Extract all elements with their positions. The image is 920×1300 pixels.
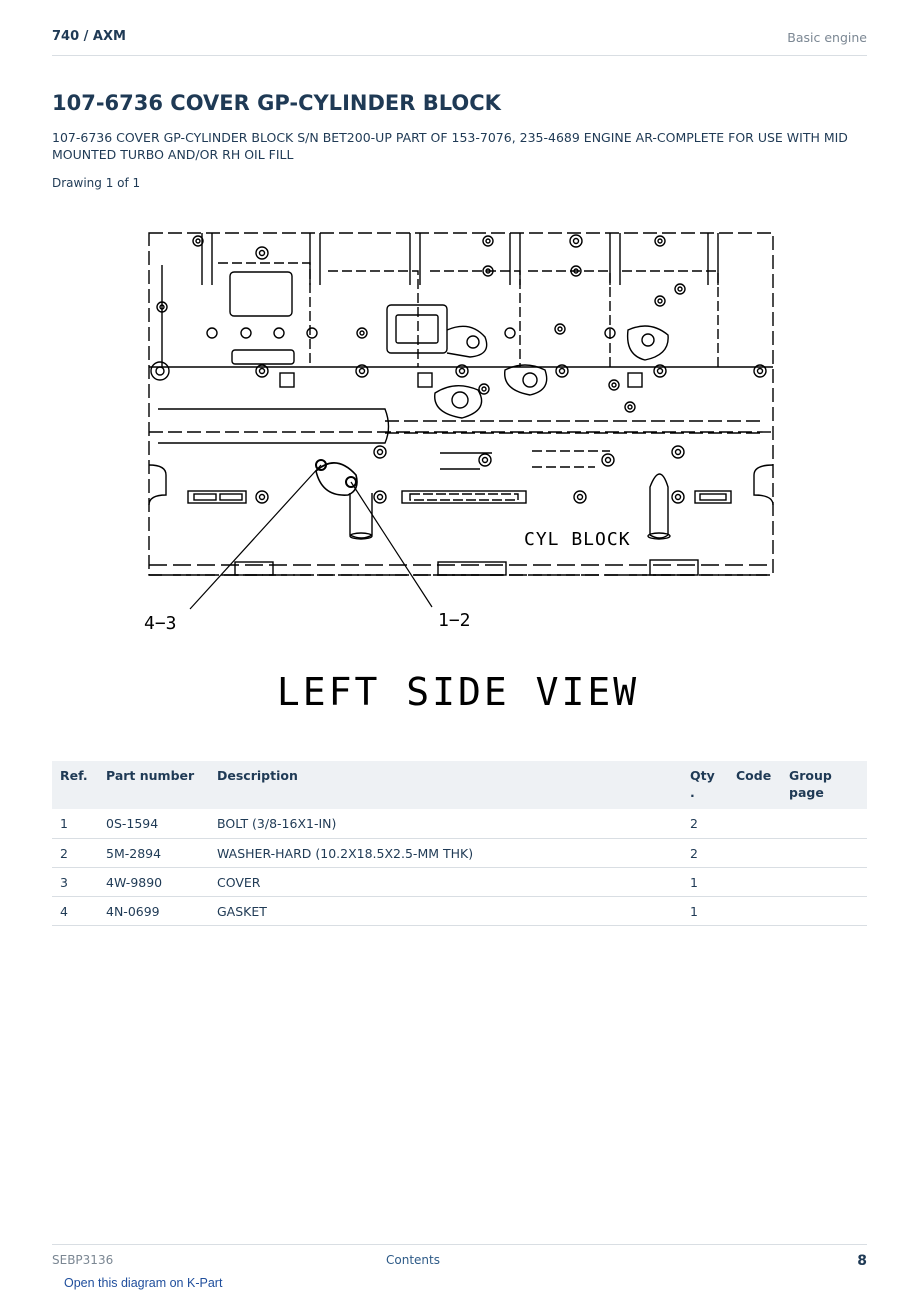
col-qty: Qty . xyxy=(682,761,728,809)
callout-left: 4−3 xyxy=(144,613,177,634)
drawing-count: Drawing 1 of 1 xyxy=(52,176,141,190)
upper-compartments xyxy=(162,233,718,367)
table-row xyxy=(52,838,867,867)
row-description: COVER xyxy=(209,867,682,896)
bosses xyxy=(435,326,668,418)
cover-highlight xyxy=(316,460,357,495)
row-code xyxy=(728,896,781,925)
view-caption: LEFT SIDE VIEW xyxy=(276,670,640,714)
row-ref: 1 xyxy=(52,809,98,838)
table-row xyxy=(52,867,867,896)
table-row xyxy=(52,809,867,838)
col-group-page: Group page xyxy=(781,761,867,809)
col-ref: Ref. xyxy=(52,761,98,809)
leader-line-left xyxy=(190,465,321,609)
col-description: Description xyxy=(209,761,682,809)
row-code xyxy=(728,838,781,867)
block-label: CYL BLOCK xyxy=(524,529,631,550)
row-ref: 2 xyxy=(52,838,98,867)
row-description: GASKET xyxy=(209,896,682,925)
table-header-row xyxy=(52,761,867,809)
row-part-number: 0S-1594 xyxy=(98,809,209,838)
kpart-link[interactable]: Open this diagram on K-Part xyxy=(64,1276,223,1290)
page-description: 107-6736 COVER GP-CYLINDER BLOCK S/N BET200-UP PART OF 153-7076, 235-4689 ENGINE AR-COMPLETE FOR USE WITH MID MOUNTED TURBO AND/OR RH OIL FILL xyxy=(52,130,848,162)
page-number: 8 xyxy=(857,1253,867,1269)
row-qty: 1 xyxy=(682,867,728,896)
cover-plate xyxy=(387,305,487,357)
row-group-page xyxy=(781,838,867,867)
doc-number: SEBP3136 xyxy=(52,1253,114,1267)
row-group-page xyxy=(781,867,867,896)
row-qty: 2 xyxy=(682,809,728,838)
row-group-page xyxy=(781,896,867,925)
parts-table xyxy=(52,761,867,926)
row-description: WASHER-HARD (10.2X18.5X2.5-MM THK) xyxy=(209,838,682,867)
col-code: Code xyxy=(728,761,781,809)
parts-diagram xyxy=(140,225,780,725)
breadcrumb: 740 / AXM xyxy=(52,29,126,44)
oil-gallery xyxy=(158,409,765,443)
row-part-number: 5M-2894 xyxy=(98,838,209,867)
section-name: Basic engine xyxy=(787,30,867,45)
col-part-number: Part number xyxy=(98,761,209,809)
page-title: 107-6736 COVER GP-CYLINDER BLOCK xyxy=(52,91,501,115)
row-group-page xyxy=(781,809,867,838)
cylinder-block-drawing xyxy=(140,225,780,725)
row-ref: 3 xyxy=(52,867,98,896)
row-part-number: 4W-9890 xyxy=(98,867,209,896)
row-code xyxy=(728,867,781,896)
table-row xyxy=(52,896,867,925)
lower-section xyxy=(149,446,773,575)
page-header xyxy=(52,28,867,56)
row-qty: 1 xyxy=(682,896,728,925)
leader-line-right xyxy=(351,482,432,607)
row-ref: 4 xyxy=(52,896,98,925)
page-footer xyxy=(52,1244,867,1274)
row-part-number: 4N-0699 xyxy=(98,896,209,925)
callout-right: 1−2 xyxy=(438,610,471,631)
row-description: BOLT (3/8-16X1-IN) xyxy=(209,809,682,838)
row-code xyxy=(728,809,781,838)
contents-link[interactable]: Contents xyxy=(386,1253,440,1267)
row-qty: 2 xyxy=(682,838,728,867)
